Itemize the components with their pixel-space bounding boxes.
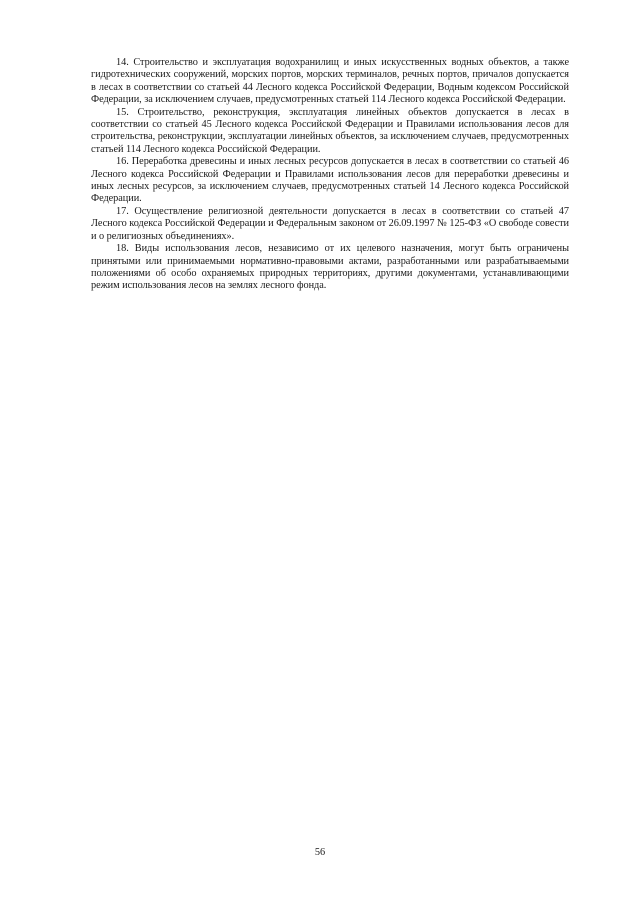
paragraph-14: 14. Строительство и эксплуатация водохранилищ и иных искусственных водных объектов, а также гидротехнических сооружений, морских портов, морских терминалов, речных портов, причалов допускается в лесах в соответствии со статьей 44 Лесного кодекса Российской Федерации, Водным кодексом Российской Федерации, за исключением случаев, предусмотренных статьей 114 Лесного кодекса Российской Федерации.: [91, 57, 569, 106]
page-number: 56: [314, 847, 326, 858]
paragraph-18: 18. Виды использования лесов, независимо от их целевого назначения, могут быть ограничены принятыми или принимаемыми нормативно-правовыми актами, разработанными или разрабатываемыми положениями об особо охраняемых природных территориях, другими документами, устанавливающими режим использования лесов на землях лесного фонда.: [91, 243, 569, 292]
document-body: [91, 57, 569, 293]
paragraph-15: 15. Строительство, реконструкция, эксплуатация линейных объектов допускается в лесах в соответствии со статьей 45 Лесного кодекса Российской Федерации и Правилами использования лесов для строительства, реконструкции, эксплуатации линейных объектов, за исключением случаев, предусмотренных статьей 114 Лесного кодекса Российской Федерации.: [91, 106, 569, 155]
paragraph-17: 17. Осуществление религиозной деятельности допускается в лесах в соответствии со статьей 47 Лесного кодекса Российской Федерации и Федеральным законом от 26.09.1997 № 125-ФЗ «О свободе совести и о религиозных объединениях».: [91, 205, 569, 242]
paragraph-16: 16. Переработка древесины и иных лесных ресурсов допускается в лесах в соответствии со статьей 46 Лесного кодекса Российской Федерации и Правилами использования лесов для переработки древесины и иных лесных ресурсов, за исключением случаев, предусмотренных статьей 14 Лесного кодекса Российской Федерации.: [91, 156, 569, 205]
